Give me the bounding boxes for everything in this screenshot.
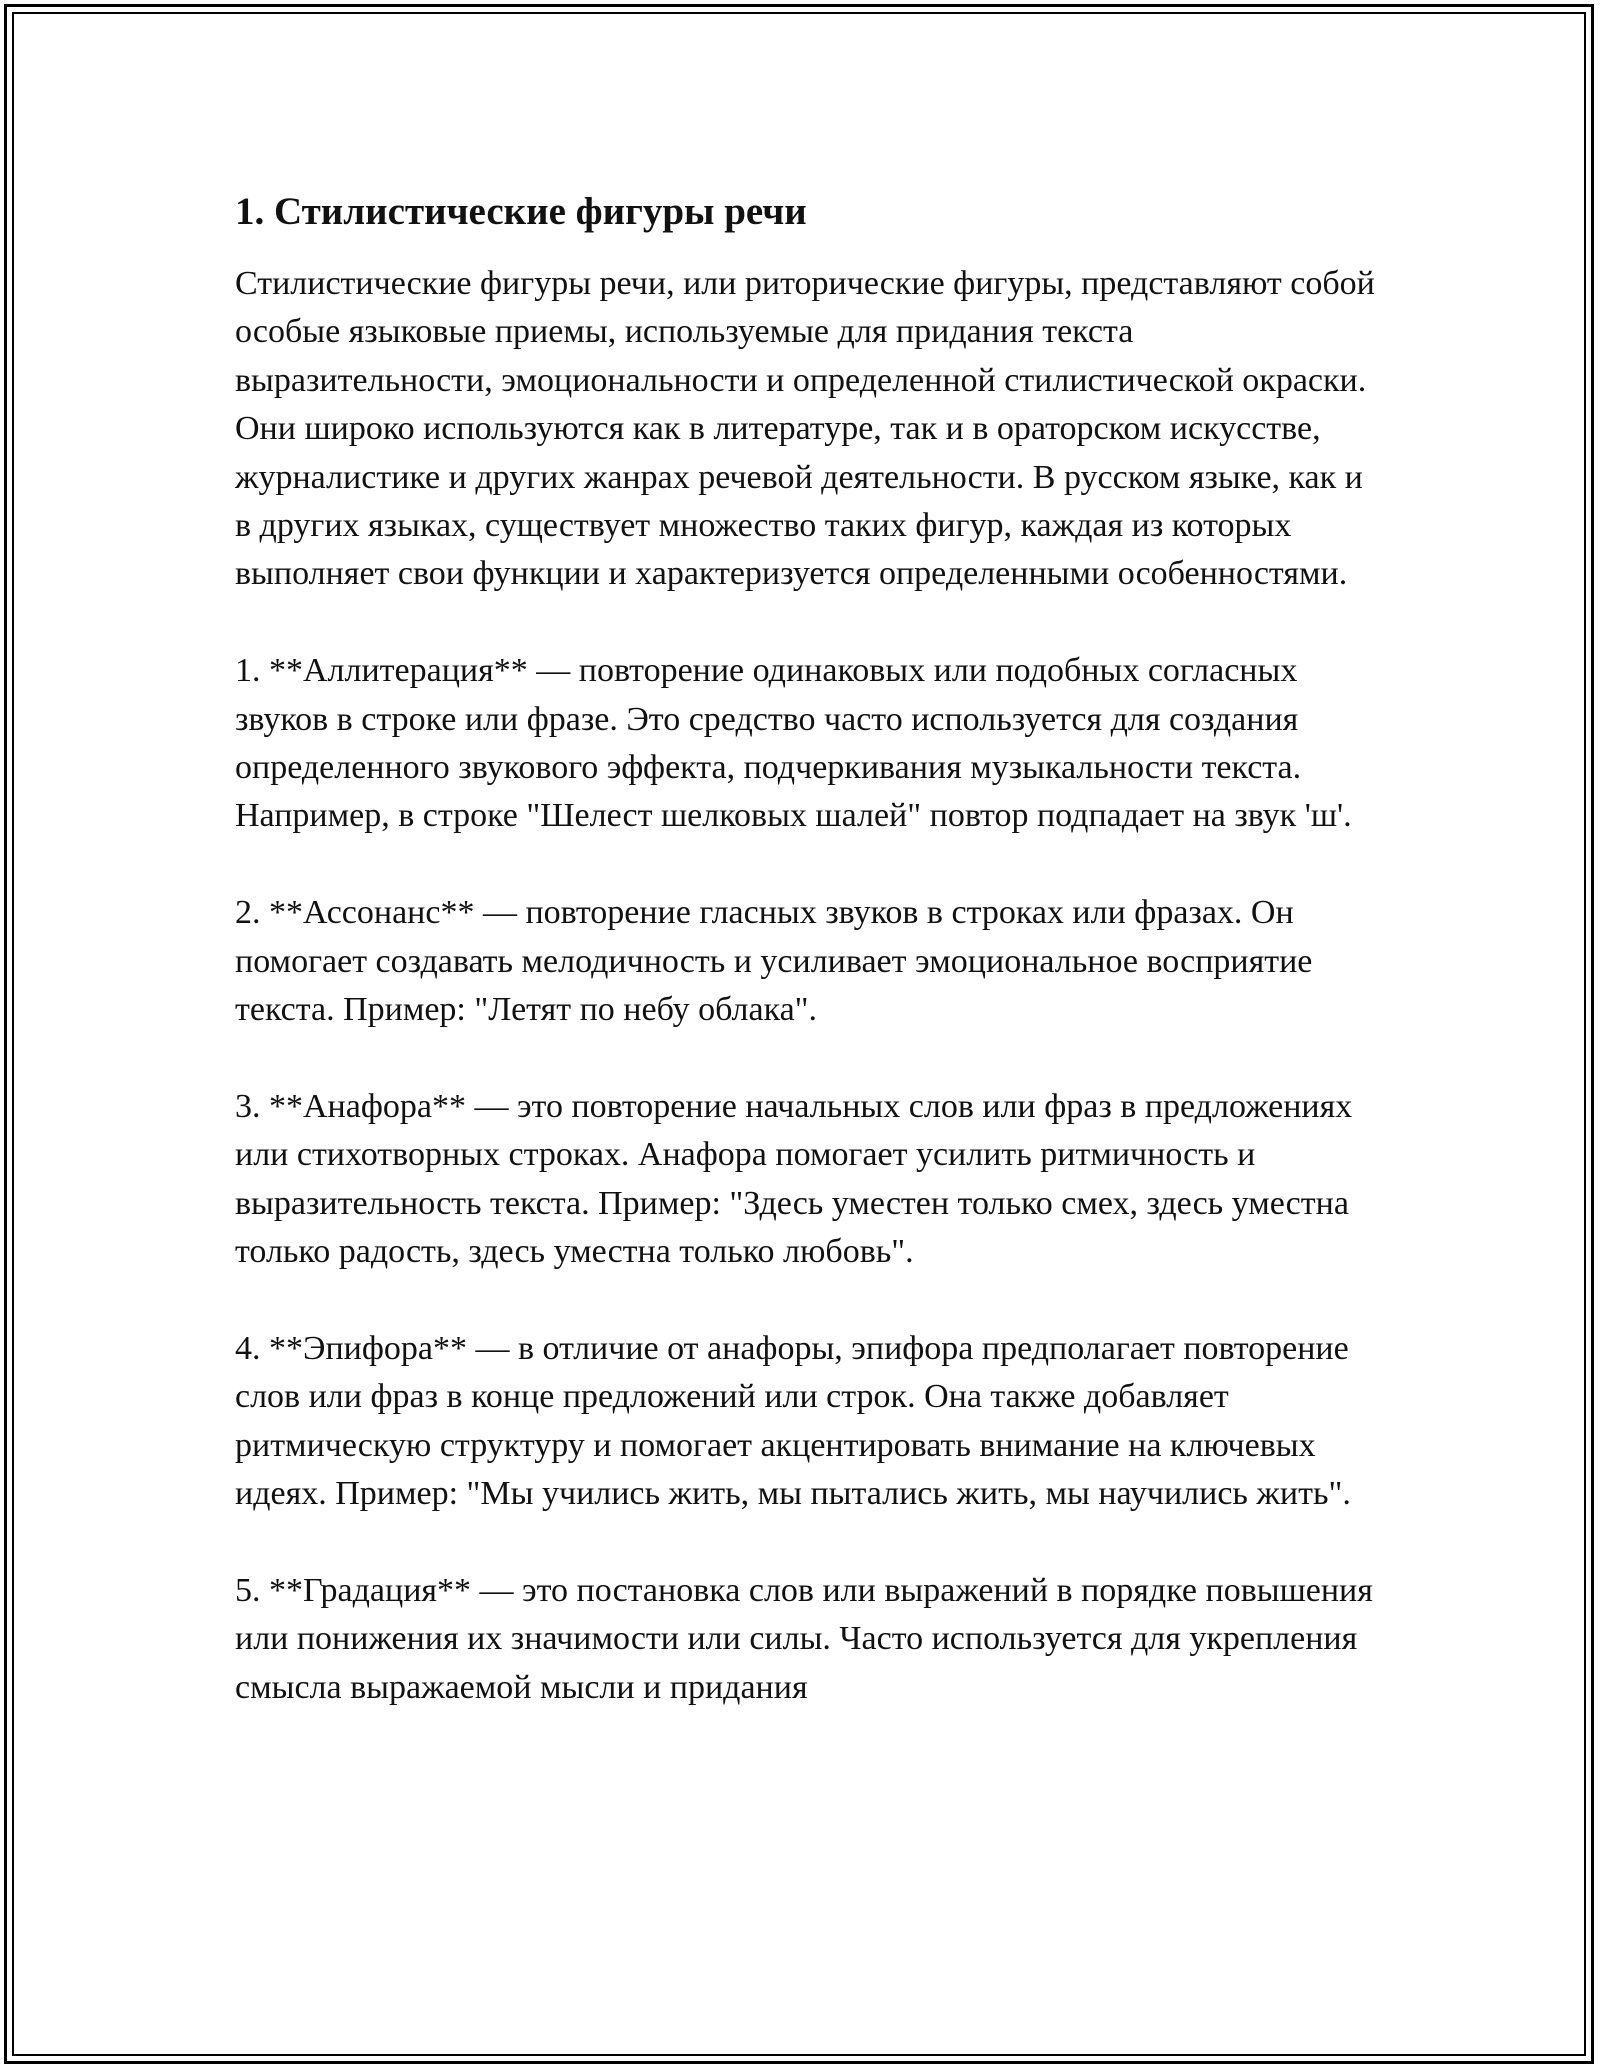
list-item-alliteration: 1. **Аллитерация** — повторение одинаковых или подобных согласных звуков в строке или фразе. Это средство часто используется для создания определенного звукового эффекта, подчеркивания музыкальности текста. Например, в строке "Шелест шелковых шалей" повтор подпадает на звук 'ш'. [235,652,1352,835]
list-item-epiphora: 4. **Эпифора** — в отличие от анафоры, эпифора предполагает повторение слов или фраз в конце предложений или строк. Она также добавляет ритмическую структуру и помогает акцентировать внимание на ключевых идеях. Пример: "Мы учились жить, мы пытались жить, мы научились жить". [235,1329,1351,1513]
document-body [235,188,1385,1712]
list-item-assonance: 2. **Ассонанс** — повторение гласных звуков в строках или фразах. Он помогает создавать мелодичность и усиливает эмоциональное восприятие текста. Пример: "Летят по небу облака". [235,894,1313,1029]
section-heading: 1. Стилистические фигуры речи [235,190,807,233]
list-item-anaphora: 3. **Анафора** — это повторение начальных слов или фраз в предложениях или стихотворных строках. Анафора помогает усилить ритмичность и выразительность текста. Пример: "Здесь уместен только смех, здесь уместна только радость, здесь уместна только любовь". [235,1087,1353,1271]
intro-paragraph: Стилистические фигуры речи, или риторические фигуры, представляют собой особые языковые приемы, используемые для придания текста выразительности, эмоциональности и определенной стилистической окраски. Они широко используются как в литературе, так и в ораторском искусстве, журналистике и других жанрах речевой деятельности. В русском языке, как и в других языках, существует множество таких фигур, каждая из которых выполняет свои функции и характеризуется определенными особенностями. [235,265,1375,593]
list-item-gradation: 5. **Градация** — это постановка слов или выражений в порядке повышения или понижения их значимости или силы. Часто используется для укрепления смысла выражаемой мысли и придания [235,1571,1373,1706]
